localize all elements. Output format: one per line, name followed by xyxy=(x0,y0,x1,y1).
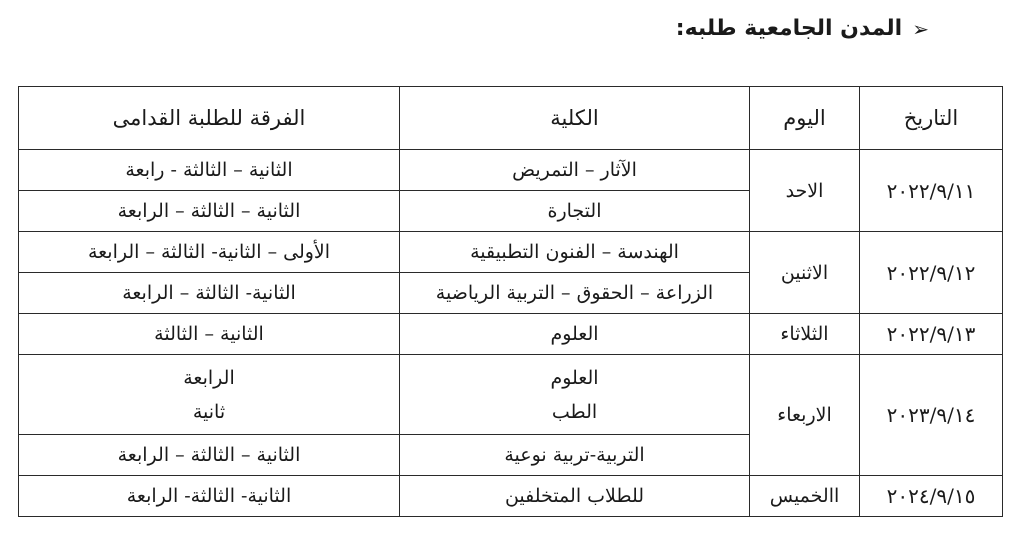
levels-cell: الثانية- الثالثة- الرابعة xyxy=(19,476,400,517)
header-faculty: الكلية xyxy=(400,87,750,150)
section-title: المدن الجامعية طلبه: xyxy=(675,16,903,41)
arrow-bullet-icon: ➢ xyxy=(912,16,929,41)
faculty-cell: التجارة xyxy=(400,191,750,232)
day-cell: االخميس xyxy=(750,476,860,517)
levels-cell: الثانية – الثالثة – الرابعة xyxy=(19,435,400,476)
levels-line: الرابعة xyxy=(183,366,235,389)
levels-line: ثانية xyxy=(192,400,226,423)
date-cell: ٢٠٢٢/٩/١١ xyxy=(860,150,1003,232)
day-cell: الاحد xyxy=(750,150,860,232)
date-cell: ٢٠٢٢/٩/١٢ xyxy=(860,232,1003,314)
table-row xyxy=(19,232,1003,273)
levels-cell: الثانية- الثالثة – الرابعة xyxy=(19,273,400,314)
header-day: اليوم xyxy=(750,87,860,150)
table-row xyxy=(19,314,1003,355)
table-row xyxy=(19,150,1003,191)
table-header-row xyxy=(19,87,1003,150)
levels-cell: الثانية – الثالثة – الرابعة xyxy=(19,191,400,232)
levels-cell xyxy=(19,355,400,435)
faculty-cell: الآثار – التمريض xyxy=(400,150,750,191)
faculty-cell: الزراعة – الحقوق – التربية الرياضية xyxy=(400,273,750,314)
faculty-cell xyxy=(400,355,750,435)
levels-cell: الثانية – الثالثة xyxy=(19,314,400,355)
date-cell: ٢٠٢٣/٩/١٤ xyxy=(860,355,1003,476)
header-levels: الفرقة للطلبة القدامى xyxy=(19,87,400,150)
faculty-cell: الهندسة – الفنون التطبيقية xyxy=(400,232,750,273)
header-date: التاريخ xyxy=(860,87,1003,150)
day-cell: الثلاثاء xyxy=(750,314,860,355)
date-cell: ٢٠٢٢/٩/١٣ xyxy=(860,314,1003,355)
faculty-line: الطب xyxy=(551,400,598,423)
schedule-table xyxy=(18,86,1003,517)
date-cell: ٢٠٢٤/٩/١٥ xyxy=(860,476,1003,517)
day-cell: الاثنين xyxy=(750,232,860,314)
table-row xyxy=(19,476,1003,517)
faculty-line: العلوم xyxy=(550,366,599,389)
levels-cell: الثانية – الثالثة - رابعة xyxy=(19,150,400,191)
faculty-cell: التربية-تربية نوعية xyxy=(400,435,750,476)
section-heading xyxy=(676,16,929,41)
table-row xyxy=(19,355,1003,435)
faculty-cell: العلوم xyxy=(400,314,750,355)
levels-cell: الأولى – الثانية- الثالثة – الرابعة xyxy=(19,232,400,273)
faculty-cell: للطلاب المتخلفين xyxy=(400,476,750,517)
day-cell: الاربعاء xyxy=(750,355,860,476)
